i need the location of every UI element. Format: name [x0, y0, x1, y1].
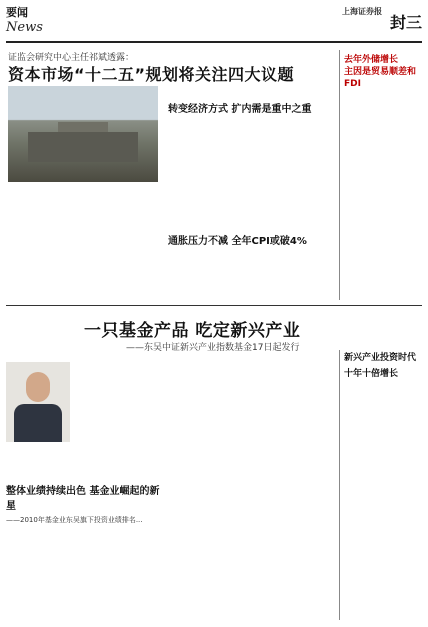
photo-building [28, 132, 138, 162]
mid-headline: 转变经济方式 扩内需是重中之重 [168, 104, 312, 115]
portrait-suit [14, 404, 62, 442]
mid-headline-2: 通胀压力不减 全年CPI或破4% [168, 236, 307, 247]
photo-caption [8, 184, 158, 190]
section-rule [6, 305, 422, 306]
lead-columns [8, 196, 334, 300]
second-columns [72, 362, 334, 620]
section-title: 要闻 [6, 6, 28, 19]
header-rule [6, 41, 422, 43]
page-number: 封三 [389, 13, 422, 32]
sidebar-bottom-subtitle: 十年十倍增长 [344, 369, 399, 379]
sidebar-title: 去年外储增长 主因是贸易顺差和FDI [344, 55, 417, 89]
section-title-en: News [6, 20, 43, 35]
second-subhead: ——东吴中证新兴产业指数基金17日起发行 [126, 343, 300, 353]
city-photo [8, 86, 158, 182]
sidebar-top [344, 50, 422, 300]
paper-name: 上海证券报 [342, 7, 382, 16]
lead-headline: 资本市场“十二五”规划将关注四大议题 [8, 65, 295, 84]
column-divider [339, 350, 340, 620]
box-title: 整体业绩持续出色 基金业崛起的新星 [6, 486, 160, 512]
sidebar-bottom-title: 新兴产业投资时代 [344, 353, 417, 363]
portrait-face [26, 372, 50, 402]
column-divider [339, 50, 340, 300]
lead-kicker: 证监会研究中心主任祁斌透露： [8, 53, 135, 63]
second-headline: 一只基金产品 吃定新兴产业 [84, 321, 301, 341]
page-header [6, 4, 422, 40]
sidebar-bottom [344, 350, 422, 620]
portrait-photo [6, 362, 70, 442]
box-subtitle: ——2010年基金业东吴旗下投资业绩排名... [6, 516, 143, 524]
